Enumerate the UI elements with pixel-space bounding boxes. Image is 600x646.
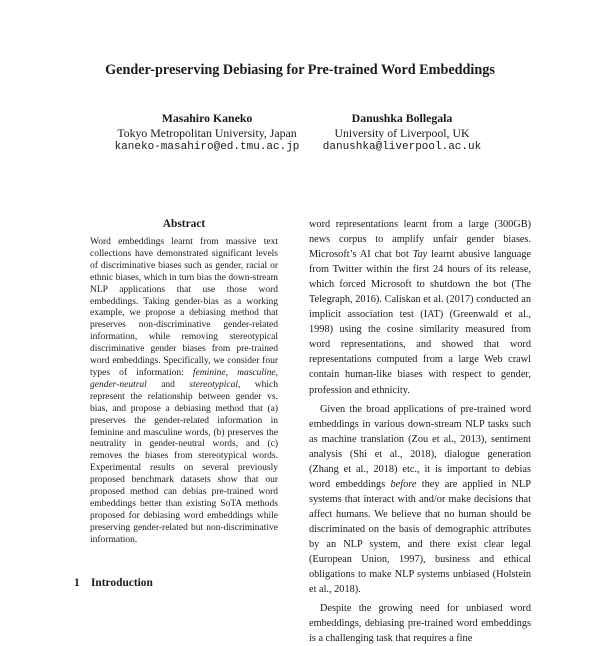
emphasis: Tay: [412, 249, 428, 261]
abstract-separator: ,: [275, 367, 278, 378]
section-heading-introduction: [74, 576, 153, 590]
author-email[interactable]: danushka@liverpool.ac.uk: [322, 141, 482, 153]
abstract-separator: and: [146, 379, 190, 390]
paragraph-text: Given the broad applications of pre-trained word embeddings in various down-stream NLP tasks such as machine translation (Zou et al., 2013), sentiment analysis (Shi et al., 2018), dialogue generation (Zhang et al., 2018) etc., it is important to debias word embeddings: [309, 403, 531, 490]
abstract-separator: ,: [225, 367, 238, 378]
abstract-term: gender-neutral: [90, 379, 147, 390]
author-affiliation: University of Liverpool, UK: [334, 125, 470, 140]
paragraph: Despite the growing need for unbiased word embeddings, debiasing pre-trained word embeddings is a challenging task that requires a fine: [309, 603, 531, 645]
abstract-text: , which represent the relationship between gender vs. bias, and propose a debiasing method that (a) preserves the gender-related information in feminine and masculine words, (b) preserves the neutrality in gender-neutral words, and (c) removes the biases from stereotypical words. Experimental results on several previously proposed benchmark datasets show that our proposed method can debias pre-trained word embeddings better than existing SoTA methods proposed for debiasing word embeddings while preserving gender-related but non-discriminative information.: [90, 379, 278, 545]
author-block-1: [92, 111, 322, 155]
author-email[interactable]: kaneko-masahiro@ed.tmu.ac.jp: [114, 141, 300, 153]
section-title: Introduction: [91, 577, 153, 589]
section-number: 1: [74, 577, 80, 589]
author-affiliation: Tokyo Metropolitan University, Japan: [117, 125, 297, 140]
abstract-term: masculine: [237, 367, 276, 378]
paragraph-text: they are applied in NLP systems that interact with and/or make decisions that affect humans. We believe that no human should be discriminated on the basis of demographic attributes by an NLP system, and there exist clear legal (European Union, 1997), business and ethical obligations to make NLP systems unbiased (Holstein et al., 2018).: [309, 478, 531, 596]
paragraph-text: word representations learnt from a large (300GB) news corpus to amplify unfair gender biases. Microsoft’s AI chat bot: [309, 219, 531, 261]
abstract-text: Word embeddings learnt from massive text collections have demonstrated significant levels of discriminative biases such as gender, racial or ethnic biases, which in turn bias the down-stream NLP applications that use those word embeddings. Taking gender-bias as a working example, we propose a debiasing method that preserves non-discriminative gender-related information, while removing stereotypical discriminative gender biases from pre-trained word embeddings. Specifically, we consider four types of information:: [90, 237, 278, 378]
paragraph: [309, 217, 531, 398]
author-block-2: [302, 111, 502, 155]
abstract-term: feminine: [192, 367, 226, 378]
paragraph: [309, 402, 531, 598]
author-name: Masahiro Kaneko: [161, 111, 253, 125]
abstract-body: [90, 237, 278, 547]
author-name: Danushka Bollegala: [351, 111, 453, 125]
paragraph-text: learnt abusive language from Twitter within the first 24 hours of its release, which forced Microsoft to shutdown the bot (The Telegraph, 2016). Caliskan et al. (2017) conducted an implicit association test (IAT) (Greenwald et al., 1998) using the cosine similarity measured from word representations, and showed that word representations computed from a large Web crawl contain human-like biases with respect to gender, profession and ethnicity.: [309, 249, 531, 396]
abstract-term: stereotypical: [189, 379, 239, 390]
abstract-heading: Abstract: [162, 218, 206, 230]
emphasis: before: [390, 478, 417, 490]
paper-title: Gender-preserving Debiasing for Pre-trained Word Embeddings: [105, 62, 495, 78]
right-column: [309, 217, 531, 646]
